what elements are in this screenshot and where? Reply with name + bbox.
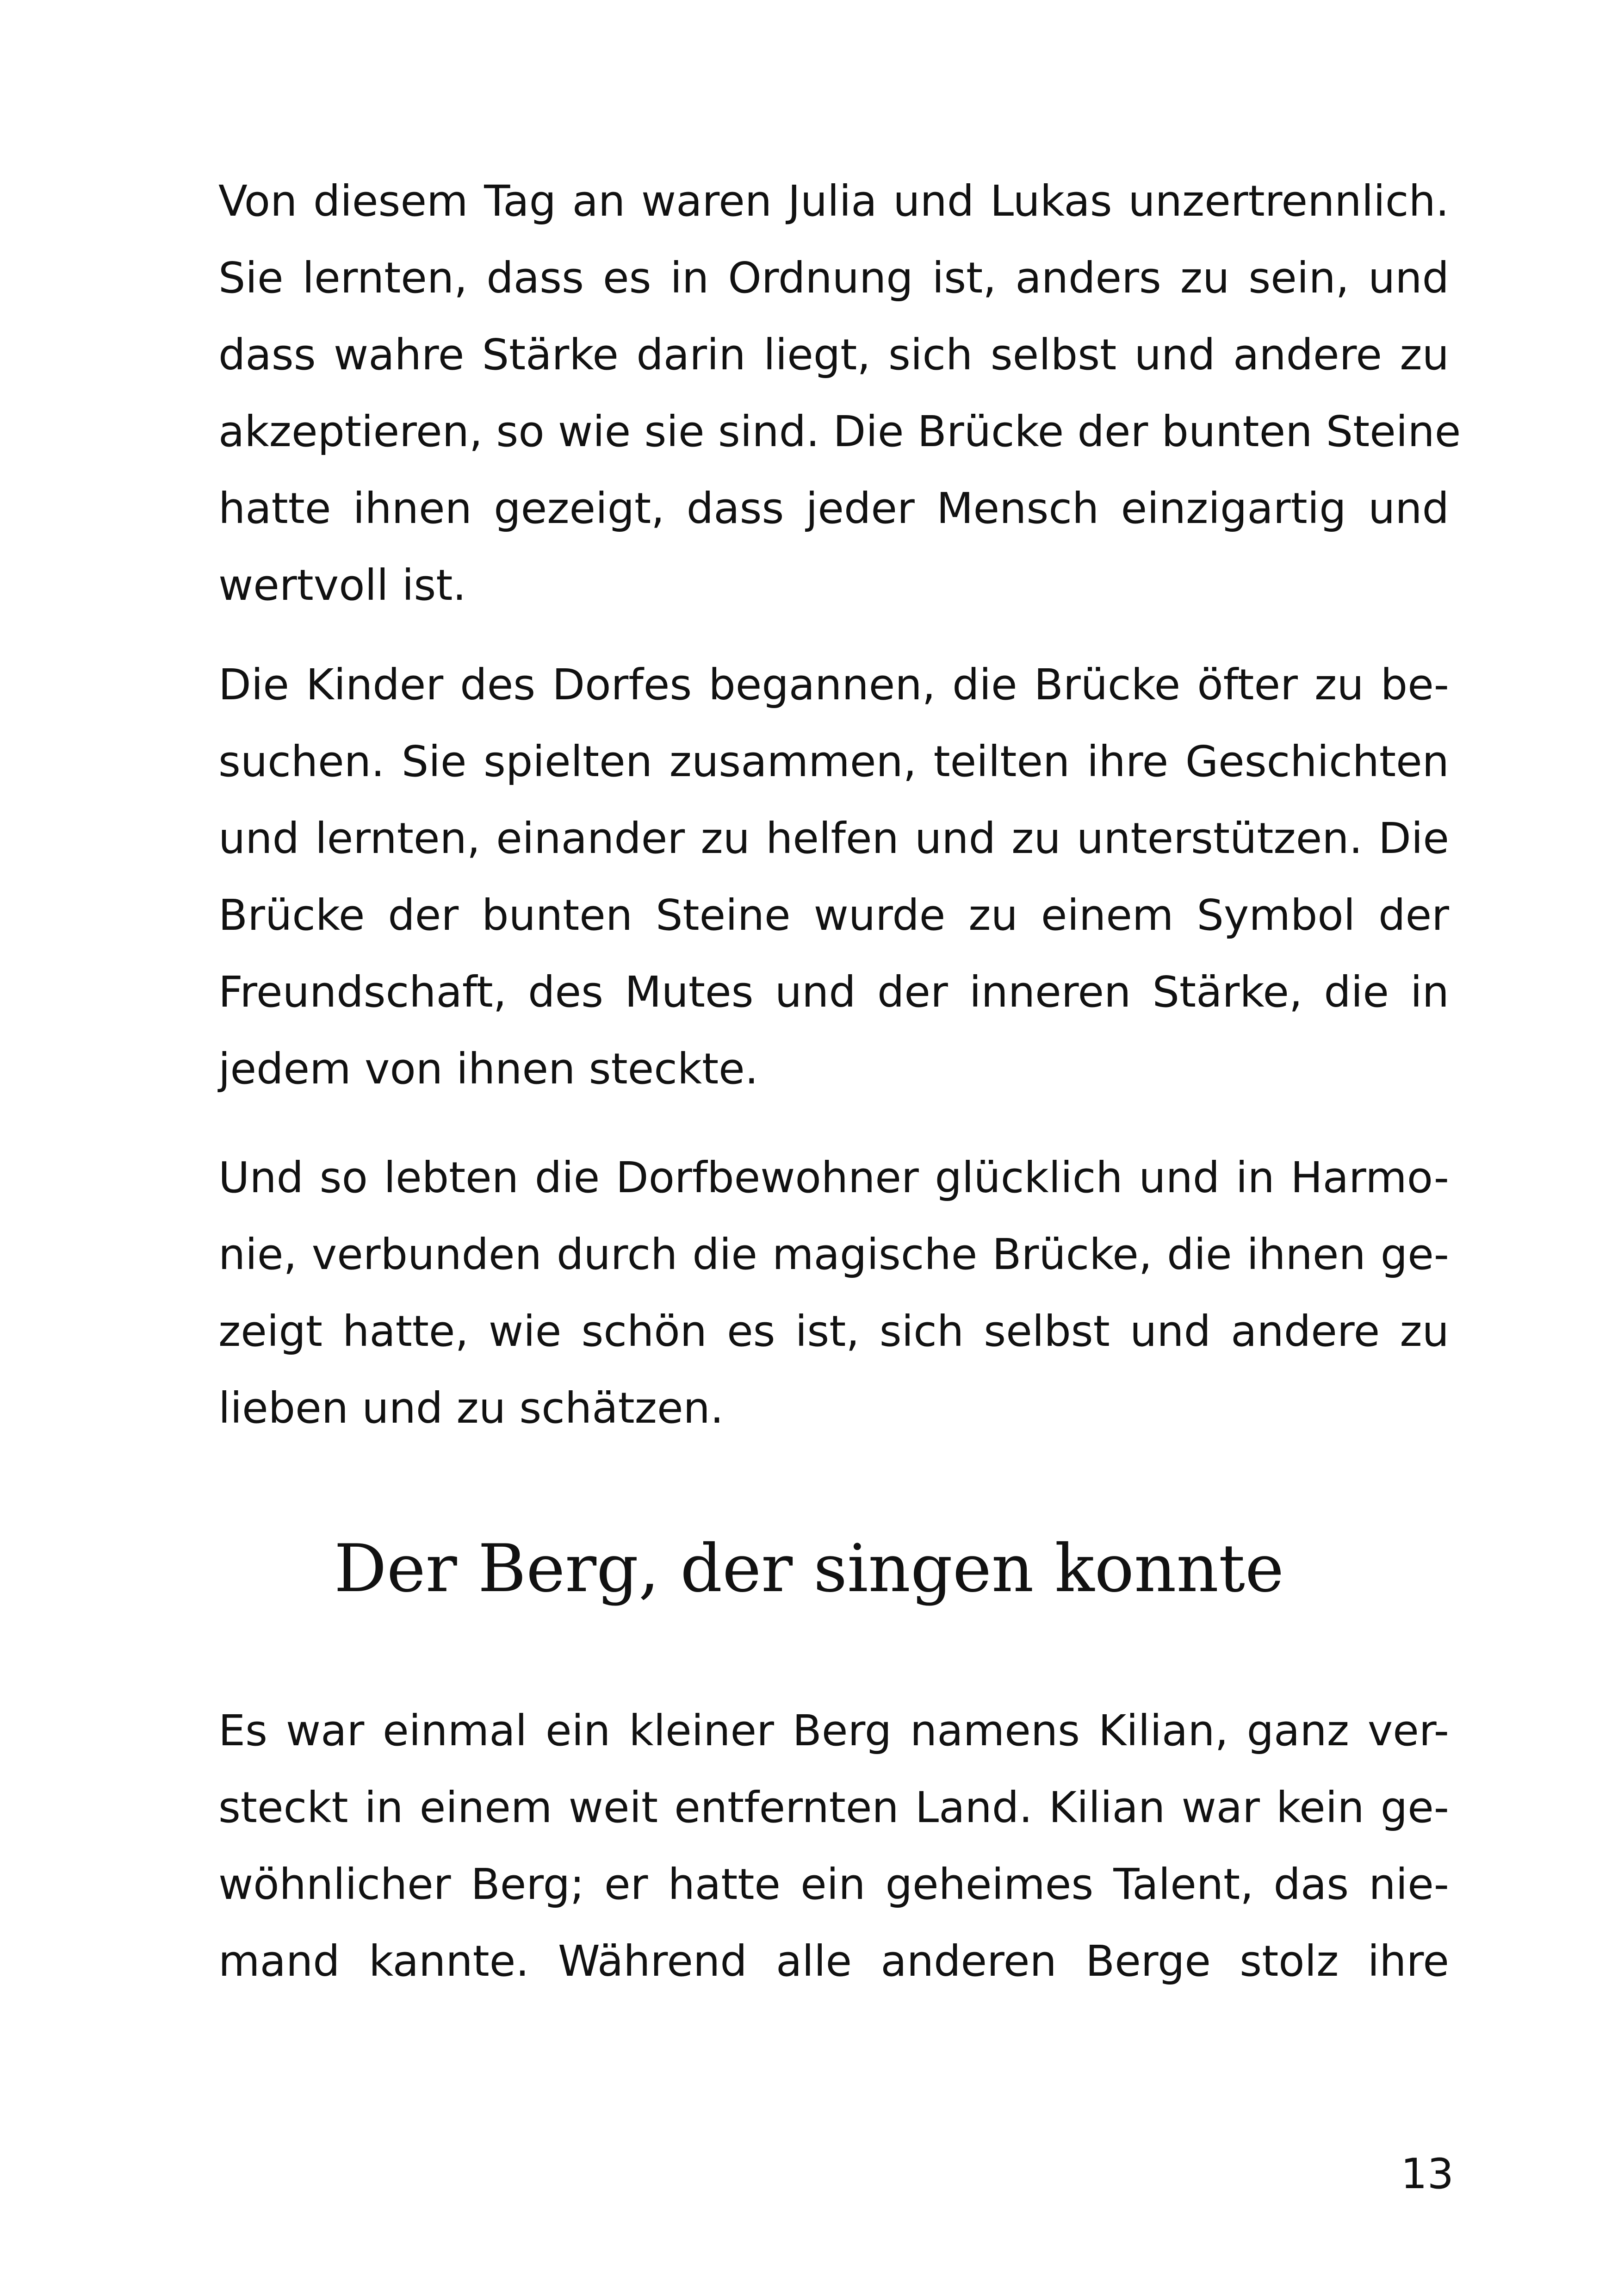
text-line: wöhnlicher Berg; er hatte ein geheimes Talent, das nie- bbox=[218, 1860, 1449, 1909]
text-line: nie, verbunden durch die magische Brücke, die ihnen ge- bbox=[218, 1230, 1449, 1279]
text-line: akzeptieren, so wie sie sind. Die Brücke der bunten Steine bbox=[218, 407, 1461, 456]
text-line: Brücke der bunten Steine wurde zu einem Symbol der bbox=[218, 890, 1449, 940]
paragraph-2 bbox=[218, 647, 1449, 1108]
text-line: mand kannte. Während alle anderen Berge stolz ihre bbox=[218, 1936, 1449, 1986]
text-line: hatte ihnen gezeigt, dass jeder Mensch einzigartig und bbox=[218, 484, 1449, 533]
paragraph-3 bbox=[218, 1139, 1449, 1447]
text-line: Von diesem Tag an waren Julia und Lukas unzertrennlich. bbox=[218, 176, 1449, 226]
text-line: zeigt hatte, wie schön es ist, sich selbst und andere zu bbox=[218, 1307, 1449, 1356]
text-line: steckt in einem weit entfernten Land. Kilian war kein ge- bbox=[218, 1783, 1449, 1832]
text-line: lieben und zu schätzen. bbox=[218, 1383, 724, 1433]
chapter-title: Der Berg, der singen konnte bbox=[334, 1531, 1284, 1607]
text-line: Die Kinder des Dorfes begannen, die Brücke öfter zu be- bbox=[218, 660, 1449, 709]
text-line: suchen. Sie spielten zusammen, teilten ihre Geschichten bbox=[218, 737, 1449, 786]
text-line: jedem von ihnen steckte. bbox=[218, 1044, 759, 1094]
chapter-paragraph bbox=[218, 1692, 1449, 2000]
text-line: Sie lernten, dass es in Ordnung ist, anders zu sein, und bbox=[218, 253, 1449, 303]
text-line: dass wahre Stärke darin liegt, sich selbst und andere zu bbox=[218, 330, 1449, 380]
paragraph-1 bbox=[218, 163, 1461, 624]
text-line: wertvoll ist. bbox=[218, 560, 466, 610]
text-line: und lernten, einander zu helfen und zu unterstützen. Die bbox=[218, 814, 1449, 863]
text-line: Es war einmal ein kleiner Berg namens Kilian, ganz ver- bbox=[218, 1706, 1449, 1755]
page-number: 13 bbox=[1401, 2150, 1454, 2198]
text-line: Und so lebten die Dorfbewohner glücklich und in Harmo- bbox=[218, 1153, 1449, 1202]
text-line: Freundschaft, des Mutes und der inneren Stärke, die in bbox=[218, 967, 1449, 1017]
